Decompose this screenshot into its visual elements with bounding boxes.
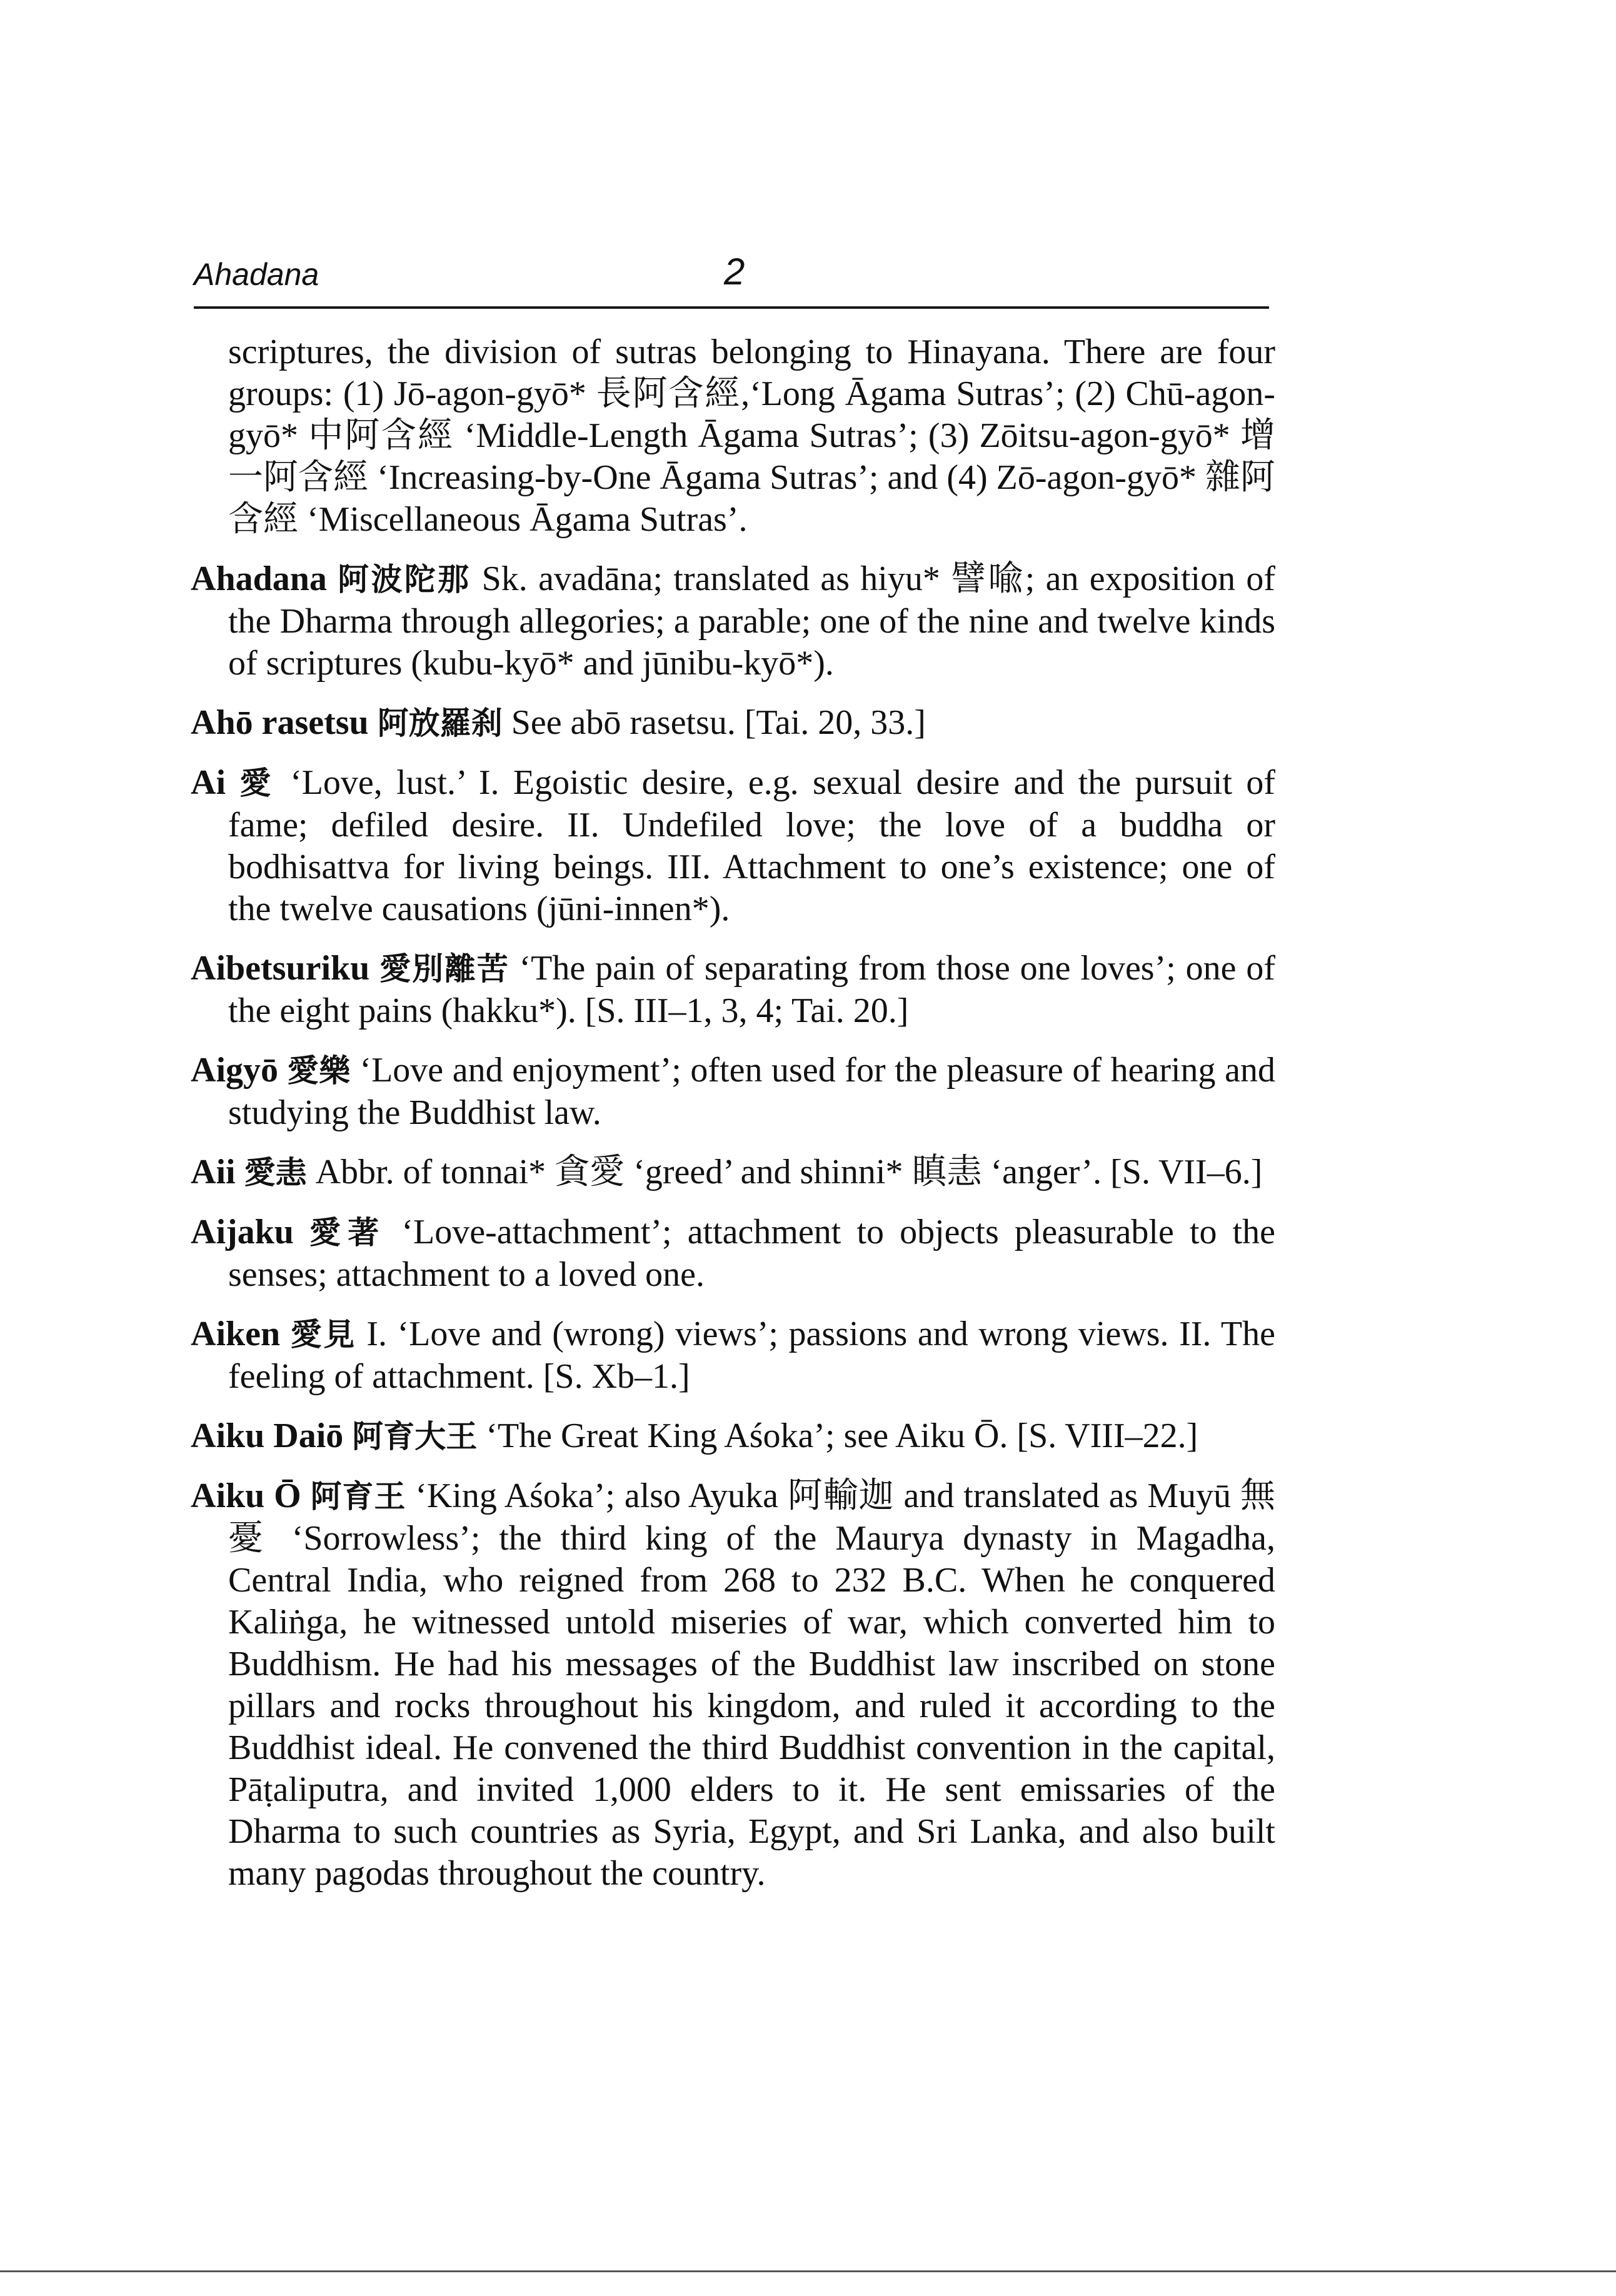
entry-headword: Aiku Ō (191, 1476, 301, 1515)
entry-body: Abbr. of tonnai* 貪愛 ‘greed’ and shinni* 瞋恚 ‘anger’. [S. VII–6.] (315, 1153, 1263, 1191)
entry-headword: Aiku Daiō (191, 1416, 344, 1455)
entry-aii (191, 1151, 1275, 1194)
entry-kanji: 阿放羅刹 (377, 705, 503, 741)
entry-body: ‘Love-attachment’; attachment to objects pleasurable to the senses; attachment to a loved one. (228, 1213, 1276, 1294)
entry-aho-rasetsu (191, 702, 1275, 744)
entry-aigyo (191, 1050, 1275, 1134)
entry-headword: Aiken (191, 1315, 281, 1353)
entry-aiku-daio (191, 1415, 1275, 1458)
entry-headword: Aii (191, 1153, 236, 1191)
entry-headword: Ahadana (191, 559, 327, 598)
entry-kanji: 阿育大王 (352, 1418, 478, 1455)
entry-kanji: 愛著 (309, 1215, 386, 1251)
entry-body: See abō rasetsu. [Tai. 20, 33.] (511, 703, 926, 742)
entry-aiku-o (191, 1475, 1275, 1895)
entry-ahadana (191, 558, 1275, 684)
entry-body: I. ‘Love and (wrong) views’; passions and wrong views. II. The feeling of attachment. [S. Xb–1.] (228, 1315, 1275, 1396)
entry-body: ‘Love, lust.’ I. Egoistic desire, e.g. sexual desire and the pursuit of fame; defiled desire. II. Undefiled love; the love of a buddha or bodhisattva for living beings. III. Attachment to one’s existence; one of the twelve causations (jūni-innen*). (228, 763, 1276, 928)
entry-kanji: 愛樂 (287, 1053, 351, 1089)
entry-body: Sk. avadāna; translated as hiyu* 譬喩; an exposition of the Dharma through allegories; a parable; one of the nine and twelve kinds of scriptures (kubu-kyō* and jūnibu-kyō*). (228, 559, 1276, 683)
scan-bottom-line (0, 2270, 1616, 2272)
entry-kanji: 愛別離苦 (379, 951, 509, 987)
entry-body: ‘The pain of separating from those one loves’; one of the eight pains (hakku*). [S. III–1, 3, 4; Tai. 20.] (228, 949, 1276, 1030)
page-header (194, 250, 1269, 309)
dictionary-body (191, 331, 1275, 1912)
entry-body: ‘Love and enjoyment’; often used for the pleasure of hearing and studying the Buddhist law. (228, 1051, 1276, 1132)
entry-aiken (191, 1313, 1275, 1398)
entry-kanji: 愛見 (290, 1316, 356, 1353)
entry-kanji: 阿波陀那 (338, 561, 471, 598)
entry-headword: Ahō rasetsu (191, 703, 369, 742)
entry-ai (191, 762, 1275, 930)
page-number: 2 (724, 251, 745, 293)
entry-headword: Ai (191, 763, 226, 802)
entry-headword: Aigyō (191, 1051, 278, 1090)
continued-entry-text: scriptures, the division of sutras belonging to Hinayana. There are four groups: (1) Jō-agon-gyō* 長阿含經,‘Long Āgama Sutras’; (2) Chū-agon-gyō* 中阿含經 ‘Middle-Length Āgama Sutras’; (3) Zōitsu-agon-gyō* 增一阿含經 ‘Increasing-by-One Āgama Sutras’; and (4) Zō-agon-gyō* 雜阿含經 ‘Miscellaneous Āgama Sutras’. (228, 333, 1275, 539)
entry-kanji: 愛恚 (244, 1155, 307, 1191)
entry-aijaku (191, 1211, 1275, 1296)
entry-kanji: 阿育王 (310, 1478, 406, 1515)
entry-body: ‘King Aśoka’; also Ayuka 阿輸迦 and translated as Muyū 無憂 ‘Sorrowless’; the third king of the Maurya dynasty in Magadha, Central India, who reigned from 268 to 232 B.C. When he conquered Kaliṅga, he witnessed untold miseries of war, which converted him to Buddhism. He had his messages of the Buddhist law inscribed on stone pillars and rocks throughout his kingdom, and ruled it according to the Buddhist ideal. He convened the third Buddhist convention in the capital, Pāṭaliputra, and invited 1,000 elders to it. He sent emissaries of the Dharma to such countries as Syria, Egypt, and Sri Lanka, and also built many pagodas throughout the country. (228, 1476, 1275, 1893)
entry-aibetsuriku (191, 948, 1275, 1032)
entry-kanji: 愛 (239, 765, 276, 801)
running-head: Ahadana (194, 257, 319, 292)
entry-body: ‘The Great King Aśoka’; see Aiku Ō. [S. VIII–22.] (486, 1416, 1198, 1455)
entry-headword: Aibetsuriku (191, 949, 370, 988)
entry-headword: Aijaku (191, 1213, 294, 1251)
